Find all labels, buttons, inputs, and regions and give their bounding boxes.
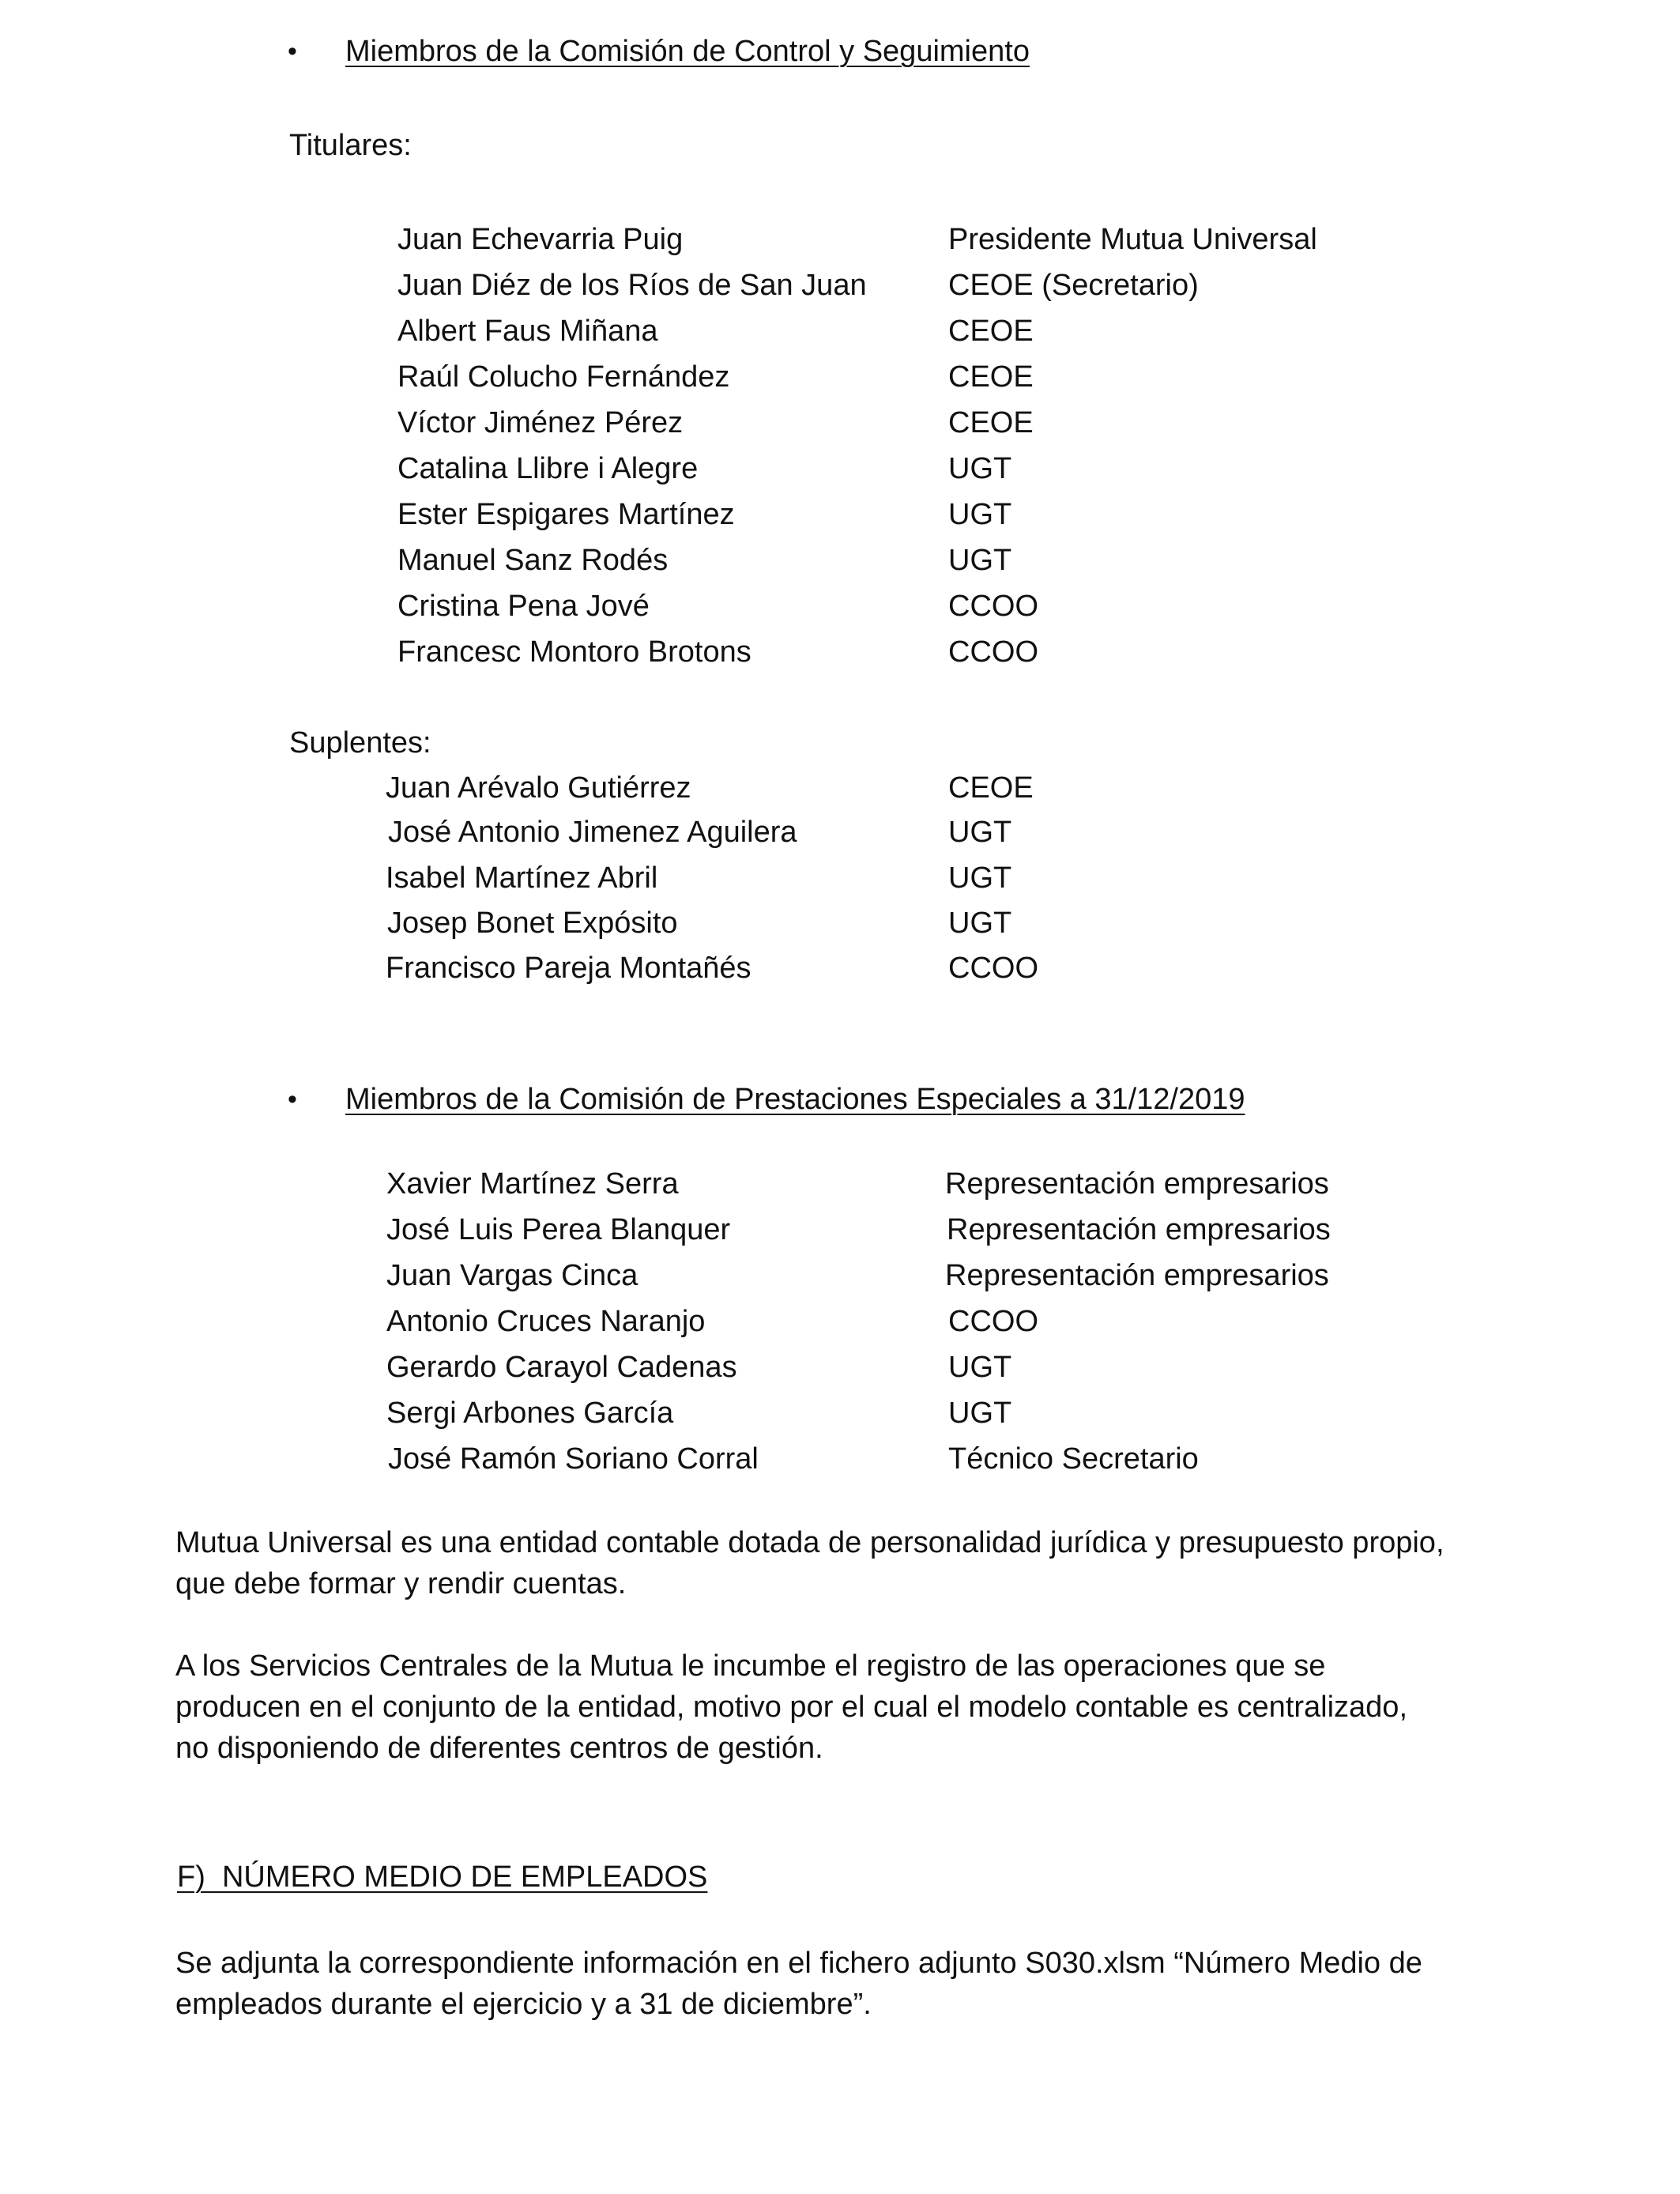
titular-name: Albert Faus Miñana <box>397 315 658 348</box>
suplente-name: Francisco Pareja Montañés <box>386 952 751 985</box>
member-name: José Luis Perea Blanquer <box>386 1213 731 1246</box>
suplentes-label: Suplentes: <box>289 726 431 760</box>
suplente-role: UGT <box>948 816 1012 849</box>
member-role: UGT <box>948 1351 1012 1384</box>
member-role: UGT <box>948 1397 1012 1430</box>
member-role: Representación empresarios <box>945 1259 1329 1292</box>
member-name: José Ramón Soriano Corral <box>388 1442 759 1476</box>
suplente-name: José Antonio Jimenez Aguilera <box>388 816 797 849</box>
titular-name: Raúl Colucho Fernández <box>397 360 730 394</box>
paragraph-central-services <box>175 1646 1519 1769</box>
member-name: Sergi Arbones García <box>386 1397 674 1430</box>
control-committee-heading: Miembros de la Comisión de Control y Seguimiento <box>345 35 1030 68</box>
titular-name: Víctor Jiménez Pérez <box>397 406 684 439</box>
member-role: Representación empresarios <box>947 1213 1331 1246</box>
paragraph-line: que debe formar y rendir cuentas. <box>175 1567 627 1600</box>
titular-role: CEOE (Secretario) <box>948 269 1199 302</box>
suplente-role: UGT <box>948 861 1012 895</box>
titular-role: Presidente Mutua Universal <box>948 223 1317 256</box>
benefits-committee-heading: Miembros de la Comisión de Prestaciones Especiales a 31/12/2019 <box>345 1083 1245 1116</box>
titular-role: UGT <box>948 452 1012 485</box>
member-name: Gerardo Carayol Cadenas <box>386 1351 737 1384</box>
titular-role: CEOE <box>948 406 1034 439</box>
titular-name: Catalina Llibre i Alegre <box>397 452 699 485</box>
paragraph-line: A los Servicios Centrales de la Mutua le incumbe el registro de las operaciones que se <box>175 1649 1326 1683</box>
titular-name: Manuel Sanz Rodés <box>397 544 669 577</box>
member-role: Representación empresarios <box>945 1167 1329 1201</box>
bullet-marker: • <box>288 36 297 66</box>
suplente-role: UGT <box>948 907 1012 940</box>
titular-role: UGT <box>948 498 1012 531</box>
paragraph-employees <box>175 1943 1519 2025</box>
titular-name: Francesc Montoro Brotons <box>397 635 751 669</box>
member-name: Juan Vargas Cinca <box>386 1259 638 1292</box>
titular-role: UGT <box>948 544 1012 577</box>
member-role: CCOO <box>948 1305 1038 1338</box>
paragraph-line: Mutua Universal es una entidad contable dotada de personalidad jurídica y presupuesto propio, <box>175 1526 1445 1559</box>
suplente-role: CCOO <box>948 952 1038 985</box>
member-name: Antonio Cruces Naranjo <box>386 1305 706 1338</box>
paragraph-line: producen en el conjunto de la entidad, motivo por el cual el modelo contable es centralizado, <box>175 1691 1408 1724</box>
suplente-name: Juan Arévalo Gutiérrez <box>386 771 691 805</box>
section-f-heading: F) NÚMERO MEDIO DE EMPLEADOS <box>177 1860 708 1894</box>
paragraph-entity <box>175 1522 1519 1604</box>
titulares-label: Titulares: <box>289 129 412 162</box>
suplente-role: CEOE <box>948 771 1034 805</box>
titular-name: Juan Echevarria Puig <box>397 223 684 256</box>
paragraph-line: Se adjunta la correspondiente información en el fichero adjunto S030.xlsm “Número Medio de <box>175 1947 1422 1980</box>
paragraph-line: no disponiendo de diferentes centros de gestión. <box>175 1732 823 1765</box>
titular-role: CEOE <box>948 360 1034 394</box>
suplente-name: Isabel Martínez Abril <box>386 861 658 895</box>
titular-role: CEOE <box>948 315 1034 348</box>
member-name: Xavier Martínez Serra <box>386 1167 679 1201</box>
suplente-name: Josep Bonet Expósito <box>387 907 678 940</box>
titular-name: Juan Diéz de los Ríos de San Juan <box>397 269 867 302</box>
titular-name: Cristina Pena Jové <box>397 590 650 623</box>
titular-role: CCOO <box>948 635 1038 669</box>
bullet-marker: • <box>288 1084 297 1114</box>
titular-role: CCOO <box>948 590 1038 623</box>
member-role: Técnico Secretario <box>948 1442 1199 1476</box>
titular-name: Ester Espigares Martínez <box>397 498 735 531</box>
paragraph-line: empleados durante el ejercicio y a 31 de diciembre”. <box>175 1988 872 2021</box>
